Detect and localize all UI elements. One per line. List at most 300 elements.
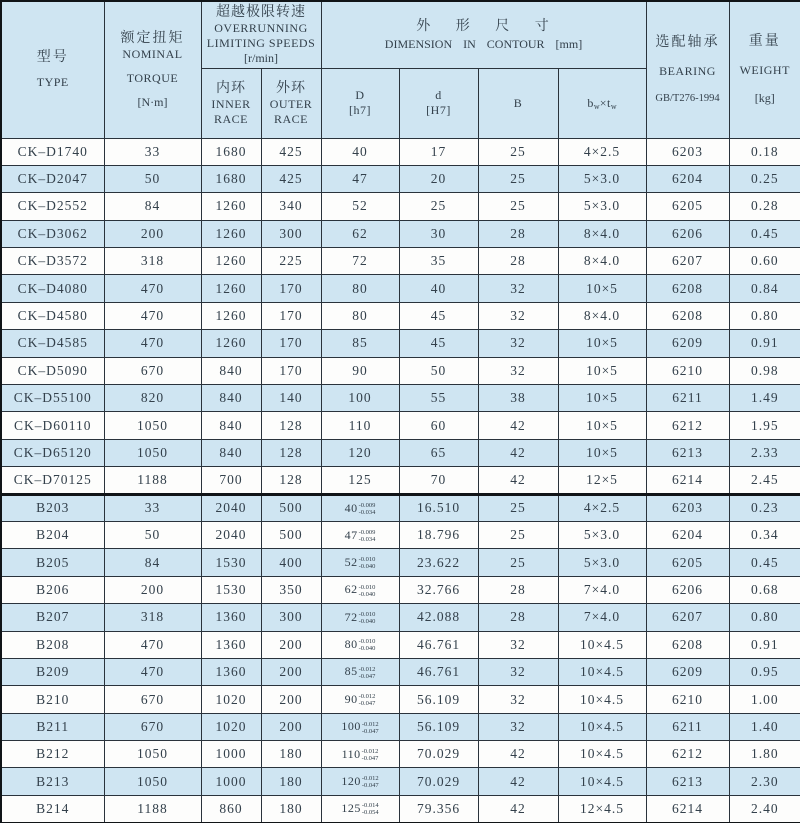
inner-race-en2: RACE [213,111,248,126]
cell-torque: 84 [104,193,201,220]
cell-torque: 200 [104,576,201,603]
cell-d: 70 [399,467,478,494]
cell-bearing: 6210 [646,357,729,384]
tolerance-stack: -0.012 -0.047 [358,665,376,680]
cell-weight: 0.80 [729,604,800,631]
cell-d: 56.109 [399,713,478,740]
table-row [1,604,800,631]
cell-bearing: 6214 [646,467,729,494]
cell-d: 42.088 [399,604,478,631]
cell-bearing: 6212 [646,412,729,439]
cell-D: 125 [321,467,399,494]
cell-torque: 670 [104,357,201,384]
table-row [1,795,800,822]
cell-inner: 860 [201,795,261,822]
cell-type: B211 [1,713,104,740]
cell-d: 46.761 [399,658,478,685]
col-header-type [1,1,104,138]
cell-D: 85 -0.012 -0.047 [321,658,399,685]
cell-B: 42 [478,768,558,795]
cell-bt: 10×4.5 [558,631,646,658]
cell-type: CK–D65120 [1,439,104,466]
cell-weight: 0.68 [729,576,800,603]
weight-label-zh: 重量 [748,34,781,50]
cell-outer: 170 [261,275,321,302]
cell-bearing: 6209 [646,330,729,357]
cell-D: 40 [321,138,399,165]
table-row [1,741,800,768]
cell-outer: 200 [261,631,321,658]
cell-D: 72 -0.010 -0.040 [321,604,399,631]
cell-weight: 0.18 [729,138,800,165]
cell-type: B213 [1,768,104,795]
cell-d: 25 [399,193,478,220]
cell-weight: 0.34 [729,521,800,548]
col-header-speeds [201,1,321,68]
cell-torque: 84 [104,549,201,576]
cell-outer: 225 [261,248,321,275]
speeds-label-en1: OVERRUNNING [214,20,308,35]
tolerance-stack: -0.012 -0.047 [361,775,379,790]
tolerance-stack: -0.010 -0.040 [358,556,376,571]
cell-D: 100 [321,385,399,412]
cell-D: 47 -0.009 -0.034 [321,521,399,548]
cell-B: 42 [478,467,558,494]
outer-race-zh: 外环 [276,80,306,96]
cell-inner: 1530 [201,549,261,576]
cell-d: 60 [399,412,478,439]
col-header-bearing [646,1,729,138]
cell-bt: 12×5 [558,467,646,494]
d-tolerance: [H7] [426,103,451,117]
torque-label-zh: 额定扭矩 [120,30,185,46]
cell-type: B209 [1,658,104,685]
cell-torque: 470 [104,302,201,329]
cell-weight: 1.00 [729,686,800,713]
cell-type: B206 [1,576,104,603]
cell-weight: 0.91 [729,631,800,658]
table-row [1,768,800,795]
cell-D: 125 -0.014 -0.054 [321,795,399,822]
cell-torque: 1050 [104,741,201,768]
tolerance-stack: -0.009 -0.034 [358,501,376,516]
B-symbol: B [513,95,523,110]
cell-bearing: 6211 [646,713,729,740]
cell-B: 25 [478,165,558,192]
cell-bearing: 6207 [646,248,729,275]
inner-race-zh: 内环 [216,80,246,96]
cell-B: 32 [478,275,558,302]
table-body [1,138,800,823]
cell-weight: 0.95 [729,658,800,685]
cell-torque: 670 [104,686,201,713]
cell-type: B204 [1,521,104,548]
cell-B: 25 [478,494,558,521]
cell-bt: 7×4.0 [558,604,646,631]
table-row [1,521,800,548]
cell-weight: 0.23 [729,494,800,521]
cell-B: 28 [478,576,558,603]
cell-bt: 5×3.0 [558,549,646,576]
cell-weight: 2.30 [729,768,800,795]
cell-outer: 425 [261,165,321,192]
col-header-torque [104,1,201,138]
cell-D: 80 -0.010 -0.040 [321,631,399,658]
table-row [1,385,800,412]
cell-type: B203 [1,494,104,521]
cell-outer: 200 [261,713,321,740]
tolerance-stack: -0.010 -0.040 [358,638,376,653]
cell-outer: 180 [261,795,321,822]
weight-unit: [kg] [754,91,775,106]
cell-weight: 1.95 [729,412,800,439]
cell-inner: 2040 [201,494,261,521]
cell-d: 32.766 [399,576,478,603]
table-row [1,220,800,247]
cell-B: 32 [478,357,558,384]
cell-bt: 12×4.5 [558,795,646,822]
cell-torque: 318 [104,604,201,631]
table-row [1,193,800,220]
col-header-D [321,68,399,138]
cell-B: 28 [478,248,558,275]
cell-D: 80 [321,275,399,302]
cell-weight: 0.98 [729,357,800,384]
cell-type: B207 [1,604,104,631]
cell-weight: 1.80 [729,741,800,768]
cell-bearing: 6206 [646,220,729,247]
cell-bt: 4×2.5 [558,138,646,165]
cell-bt: 10×5 [558,385,646,412]
cell-bt: 10×5 [558,439,646,466]
cell-outer: 180 [261,768,321,795]
cell-torque: 470 [104,275,201,302]
cell-type: CK–D5090 [1,357,104,384]
cell-outer: 128 [261,439,321,466]
cell-torque: 33 [104,494,201,521]
cell-weight: 1.40 [729,713,800,740]
cell-bt: 7×4.0 [558,576,646,603]
cell-bearing: 6210 [646,686,729,713]
cell-bt: 8×4.0 [558,248,646,275]
cell-d: 46.761 [399,631,478,658]
cell-type: CK–D55100 [1,385,104,412]
cell-D: 90 [321,357,399,384]
cell-d: 45 [399,330,478,357]
cell-d: 70.029 [399,741,478,768]
tolerance-stack: -0.010 -0.040 [358,583,376,598]
cell-D: 110 -0.012 -0.047 [321,741,399,768]
cell-bearing: 6211 [646,385,729,412]
cell-B: 42 [478,795,558,822]
speeds-label-en2: LIMITING SPEEDS [206,35,316,50]
cell-type: B208 [1,631,104,658]
dimension-label-en: DIMENSION IN CONTOUR [mm] [384,36,583,51]
cell-inner: 1260 [201,302,261,329]
D-symbol: D [355,88,365,102]
cell-bt: 5×3.0 [558,193,646,220]
cell-B: 42 [478,741,558,768]
cell-type: CK–D3572 [1,248,104,275]
tolerance-stack: -0.010 -0.040 [358,610,376,625]
cell-inner: 2040 [201,521,261,548]
cell-d: 17 [399,138,478,165]
tolerance-stack: -0.009 -0.034 [358,528,376,543]
cell-bearing: 6203 [646,494,729,521]
cell-inner: 1260 [201,330,261,357]
torque-unit: [N·m] [137,94,168,109]
cell-outer: 300 [261,220,321,247]
table-row [1,713,800,740]
table-row [1,275,800,302]
cell-inner: 1360 [201,658,261,685]
cell-bt: 4×2.5 [558,494,646,521]
cell-bt: 10×4.5 [558,686,646,713]
tolerance-stack: -0.014 -0.054 [361,802,379,817]
cell-torque: 820 [104,385,201,412]
cell-weight: 2.33 [729,439,800,466]
cell-d: 56.109 [399,686,478,713]
cell-d: 70.029 [399,768,478,795]
cell-bearing: 6209 [646,658,729,685]
table-row [1,330,800,357]
cell-outer: 425 [261,138,321,165]
cell-inner: 840 [201,385,261,412]
table-row [1,467,800,494]
col-header-bt [558,68,646,138]
D-tolerance: [h7] [349,103,371,117]
cell-B: 38 [478,385,558,412]
tolerance-stack: -0.012 -0.047 [358,693,376,708]
cell-torque: 670 [104,713,201,740]
cell-inner: 1260 [201,193,261,220]
cell-type: B214 [1,795,104,822]
cell-weight: 0.60 [729,248,800,275]
cell-weight: 1.49 [729,385,800,412]
table-row [1,576,800,603]
type-label-zh: 型号 [36,50,69,66]
cell-torque: 1050 [104,768,201,795]
cell-bearing: 6205 [646,549,729,576]
cell-weight: 0.91 [729,330,800,357]
cell-D: 52 [321,193,399,220]
type-label-en: TYPE [36,75,69,90]
cell-torque: 50 [104,165,201,192]
cell-d: 50 [399,357,478,384]
cell-D: 90 -0.012 -0.047 [321,686,399,713]
cell-torque: 1050 [104,412,201,439]
cell-d: 18.796 [399,521,478,548]
table-row [1,494,800,521]
cell-weight: 0.25 [729,165,800,192]
outer-race-en1: OUTER [269,96,313,111]
cell-weight: 0.45 [729,549,800,576]
cell-B: 42 [478,439,558,466]
cell-outer: 500 [261,494,321,521]
cell-bearing: 6208 [646,302,729,329]
bearing-standard: GB/T276-1994 [655,92,720,104]
cell-d: 40 [399,275,478,302]
col-header-B [478,68,558,138]
table-row [1,686,800,713]
cell-D: 62 -0.010 -0.040 [321,576,399,603]
cell-D: 72 [321,248,399,275]
cell-inner: 840 [201,357,261,384]
cell-bearing: 6207 [646,604,729,631]
table-row [1,412,800,439]
table-row [1,439,800,466]
cell-bt: 5×3.0 [558,165,646,192]
cell-outer: 300 [261,604,321,631]
cell-weight: 0.84 [729,275,800,302]
cell-D: 80 [321,302,399,329]
cell-D: 47 [321,165,399,192]
cell-B: 28 [478,220,558,247]
bt-b: b [587,96,594,110]
torque-label-en1: NOMINAL [122,46,183,61]
cell-bearing: 6205 [646,193,729,220]
cell-inner: 1260 [201,248,261,275]
cell-outer: 200 [261,686,321,713]
cell-D: 110 [321,412,399,439]
cell-outer: 340 [261,193,321,220]
cell-inner: 1530 [201,576,261,603]
inner-race-en1: INNER [211,96,251,111]
cell-D: 52 -0.010 -0.040 [321,549,399,576]
cell-type: CK–D4585 [1,330,104,357]
cell-bt: 10×5 [558,357,646,384]
cell-inner: 1360 [201,631,261,658]
cell-bearing: 6213 [646,768,729,795]
col-header-weight [729,1,800,138]
table-row [1,549,800,576]
cell-bt: 10×5 [558,412,646,439]
bt-t-sub: w [610,102,617,111]
cell-weight: 0.80 [729,302,800,329]
cell-inner: 840 [201,412,261,439]
bearing-label-zh: 选配轴承 [655,34,720,50]
cell-B: 32 [478,330,558,357]
cell-inner: 1680 [201,165,261,192]
cell-B: 28 [478,604,558,631]
cell-B: 32 [478,302,558,329]
cell-bearing: 6208 [646,275,729,302]
cell-type: CK–D3062 [1,220,104,247]
cell-weight: 2.45 [729,467,800,494]
cell-B: 32 [478,686,558,713]
cell-torque: 1050 [104,439,201,466]
cell-D: 85 [321,330,399,357]
cell-torque: 470 [104,330,201,357]
cell-type: CK–D4580 [1,302,104,329]
cell-bt: 8×4.0 [558,220,646,247]
cell-inner: 1000 [201,741,261,768]
col-header-outer-race [261,68,321,138]
bt-b-sub: w [593,102,600,111]
cell-torque: 318 [104,248,201,275]
cell-d: 79.356 [399,795,478,822]
cell-B: 42 [478,412,558,439]
cell-torque: 1188 [104,795,201,822]
cell-type: B210 [1,686,104,713]
table-row [1,357,800,384]
cell-outer: 350 [261,576,321,603]
cell-D: 120 -0.012 -0.047 [321,768,399,795]
col-header-d [399,68,478,138]
cell-inner: 1020 [201,713,261,740]
cell-d: 55 [399,385,478,412]
cell-bearing: 6213 [646,439,729,466]
cell-outer: 128 [261,467,321,494]
cell-d: 65 [399,439,478,466]
cell-d: 45 [399,302,478,329]
speeds-label-zh: 超越极限转速 [216,4,306,20]
cell-bt: 10×4.5 [558,658,646,685]
cell-B: 32 [478,713,558,740]
outer-race-en2: RACE [273,111,308,126]
cell-outer: 500 [261,521,321,548]
cell-bearing: 6214 [646,795,729,822]
cell-inner: 1020 [201,686,261,713]
table-row [1,248,800,275]
cell-bearing: 6212 [646,741,729,768]
cell-type: CK–D2047 [1,165,104,192]
table-row [1,631,800,658]
cell-bt: 10×4.5 [558,713,646,740]
cell-D: 40 -0.009 -0.034 [321,494,399,521]
cell-D: 62 [321,220,399,247]
cell-D: 120 [321,439,399,466]
cell-inner: 1260 [201,275,261,302]
cell-bt: 10×5 [558,275,646,302]
cell-bearing: 6204 [646,521,729,548]
cell-B: 32 [478,631,558,658]
tolerance-stack: -0.012 -0.047 [361,747,379,762]
cell-bearing: 6204 [646,165,729,192]
table-row [1,302,800,329]
d-symbol: d [435,88,442,102]
cell-d: 20 [399,165,478,192]
col-header-inner-race [201,68,261,138]
cell-inner: 1000 [201,768,261,795]
cell-torque: 470 [104,631,201,658]
cell-d: 30 [399,220,478,247]
table-row [1,165,800,192]
cell-outer: 400 [261,549,321,576]
cell-weight: 0.28 [729,193,800,220]
cell-outer: 140 [261,385,321,412]
weight-label-en: WEIGHT [739,63,790,78]
cell-inner: 1680 [201,138,261,165]
cell-B: 25 [478,193,558,220]
cell-outer: 170 [261,330,321,357]
cell-outer: 128 [261,412,321,439]
cell-bt: 10×4.5 [558,741,646,768]
table-row [1,138,800,165]
cell-type: CK–D4080 [1,275,104,302]
speeds-unit: [r/min] [244,50,278,65]
cell-type: B205 [1,549,104,576]
cell-inner: 840 [201,439,261,466]
cell-B: 25 [478,521,558,548]
torque-label-en2: TORQUE [126,70,179,85]
cell-bearing: 6206 [646,576,729,603]
cell-bt: 10×5 [558,330,646,357]
cell-B: 25 [478,549,558,576]
cell-outer: 200 [261,658,321,685]
cell-torque: 33 [104,138,201,165]
bt-times: × [599,96,607,110]
